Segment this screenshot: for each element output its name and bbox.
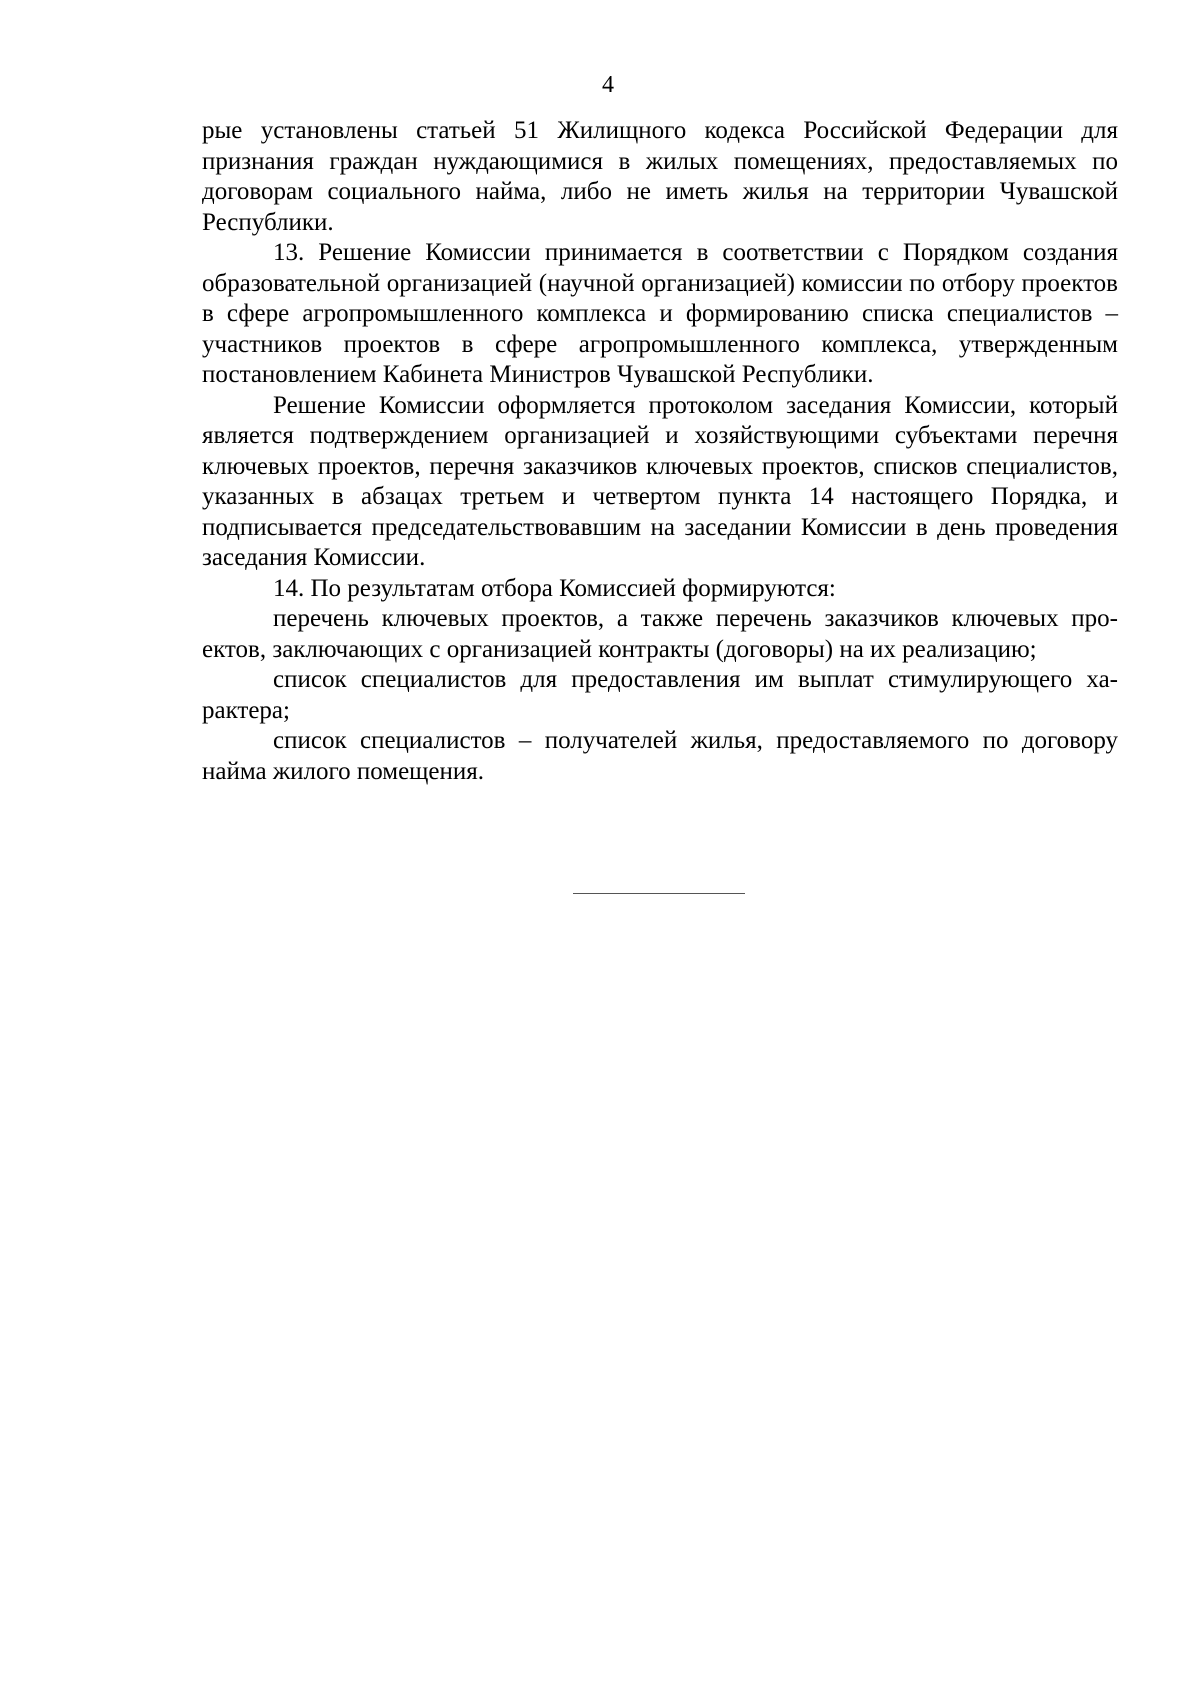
paragraph-list-key-projects: перечень ключевых проектов, а также перечень заказчиков ключевых проектов, заключающих с организацией контракты (договоры) на их реализацию;: [202, 605, 1118, 663]
paragraph-item-13: 13. Решение Комиссии принимается в соответствии с Порядком создания образовательной организацией (научной организацией) комиссии по отбору проектов в сфере агропромышленного комплекса и формированию списка специалистов – участников проектов в сфере агропромышленного комплекса, утвержденным постановлением Кабинета Министров Чувашской Республики.: [202, 239, 1118, 388]
document-body: [202, 116, 1118, 787]
paragraph-commission-decision: Решение Комиссии оформляется протоколом заседания Комиссии, который является подтверждением организацией и хозяйствующими субъектами перечня ключевых проектов, перечня заказчиков ключевых проектов, списков специалистов, указанных в абзацах третьем и четвертом пункта 14 настоящего Порядка, и подписывается председательствовавшим на заседании Комиссии в день проведения заседания Комиссии.: [202, 391, 1118, 571]
paragraph-item-14: 14. По результатам отбора Комиссией формируются:: [273, 574, 836, 602]
paragraph-list-specialists-payments: список специалистов для предоставления им выплат стимулирующего характера;: [202, 666, 1118, 724]
end-separator-line: [573, 893, 745, 894]
paragraph-list-specialists-housing: список специалистов – получателей жилья, предоставляемого по договору найма жилого помещения.: [202, 727, 1118, 785]
page-number: 4: [602, 72, 614, 98]
paragraph-continuation: рые установлены статьей 51 Жилищного кодекса Российской Федерации для признания граждан нуждающимися в жилых помещениях, предоставляемых по договорам социального найма, либо не иметь жилья на территории Чувашской Республики.: [202, 117, 1118, 236]
